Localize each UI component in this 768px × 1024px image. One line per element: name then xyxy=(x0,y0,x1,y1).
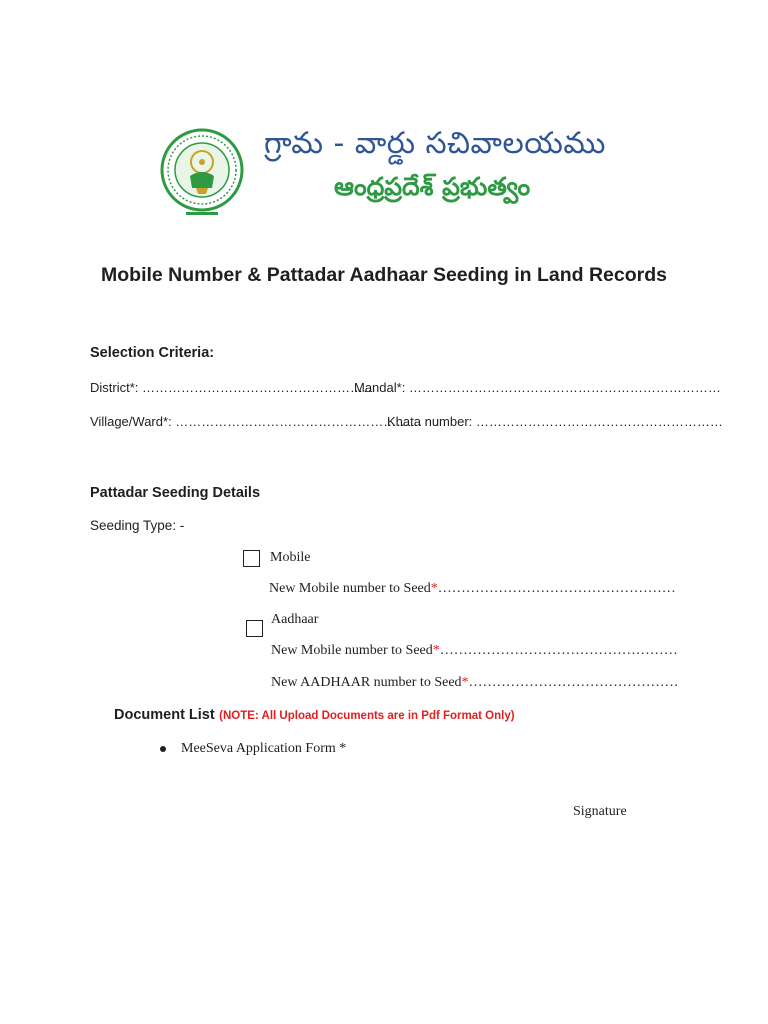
mandal-field[interactable]: Mandal*: ……………………………………………………………… xyxy=(354,380,721,395)
aadhaar-option-label: Aadhaar xyxy=(271,612,319,627)
bullet-icon xyxy=(160,746,166,752)
document-list-label: Document List xyxy=(114,707,215,723)
state-emblem-icon xyxy=(160,124,244,220)
mobile-new-number-dots: …………………………………………… xyxy=(437,581,676,596)
mobile-new-number-row[interactable] xyxy=(269,581,676,597)
required-asterisk: * xyxy=(432,643,440,658)
selection-criteria-heading: Selection Criteria: xyxy=(90,345,215,361)
aadhaar-mobile-number-label: New Mobile number to Seed xyxy=(271,643,433,658)
telugu-subtitle: ఆంధ్రప్రదేశ్ ప్రభుత్వం xyxy=(334,172,531,201)
aadhaar-number-dots: ……………………………………… xyxy=(468,675,679,690)
village-ward-field[interactable]: Village/Ward*: ………………………………………………… xyxy=(90,414,423,429)
document-list-heading xyxy=(114,706,515,724)
required-asterisk: * xyxy=(461,675,469,690)
mobile-new-number-label: New Mobile number to Seed xyxy=(269,581,431,596)
mobile-option-label: Mobile xyxy=(270,550,311,565)
aadhaar-mobile-number-row[interactable] xyxy=(271,643,678,659)
pattadar-seeding-heading: Pattadar Seeding Details xyxy=(90,485,261,501)
page-title: Mobile Number & Pattadar Aadhaar Seeding in Land Records xyxy=(101,264,667,286)
document-item-meeseva-form: MeeSeva Application Form * xyxy=(181,741,347,756)
aadhaar-checkbox[interactable] xyxy=(246,620,263,637)
required-asterisk: * xyxy=(430,581,438,596)
signature-label: Signature xyxy=(573,804,627,819)
seeding-type-label: Seeding Type: - xyxy=(90,518,185,533)
aadhaar-mobile-number-dots: …………………………………………… xyxy=(439,643,678,658)
mobile-checkbox[interactable] xyxy=(243,550,260,567)
telugu-title: గ్రామ - వార్డు సచివాలయము xyxy=(264,126,606,161)
aadhaar-number-row[interactable] xyxy=(271,675,679,691)
document-list-note: (NOTE: All Upload Documents are in Pdf Format Only) xyxy=(219,710,515,722)
aadhaar-number-label: New AADHAAR number to Seed xyxy=(271,675,462,690)
district-field[interactable]: District*: ……………………………………………… xyxy=(90,380,376,395)
header-banner xyxy=(158,120,628,224)
khata-number-field[interactable]: Khata number: ………………………………………………… xyxy=(387,414,723,429)
